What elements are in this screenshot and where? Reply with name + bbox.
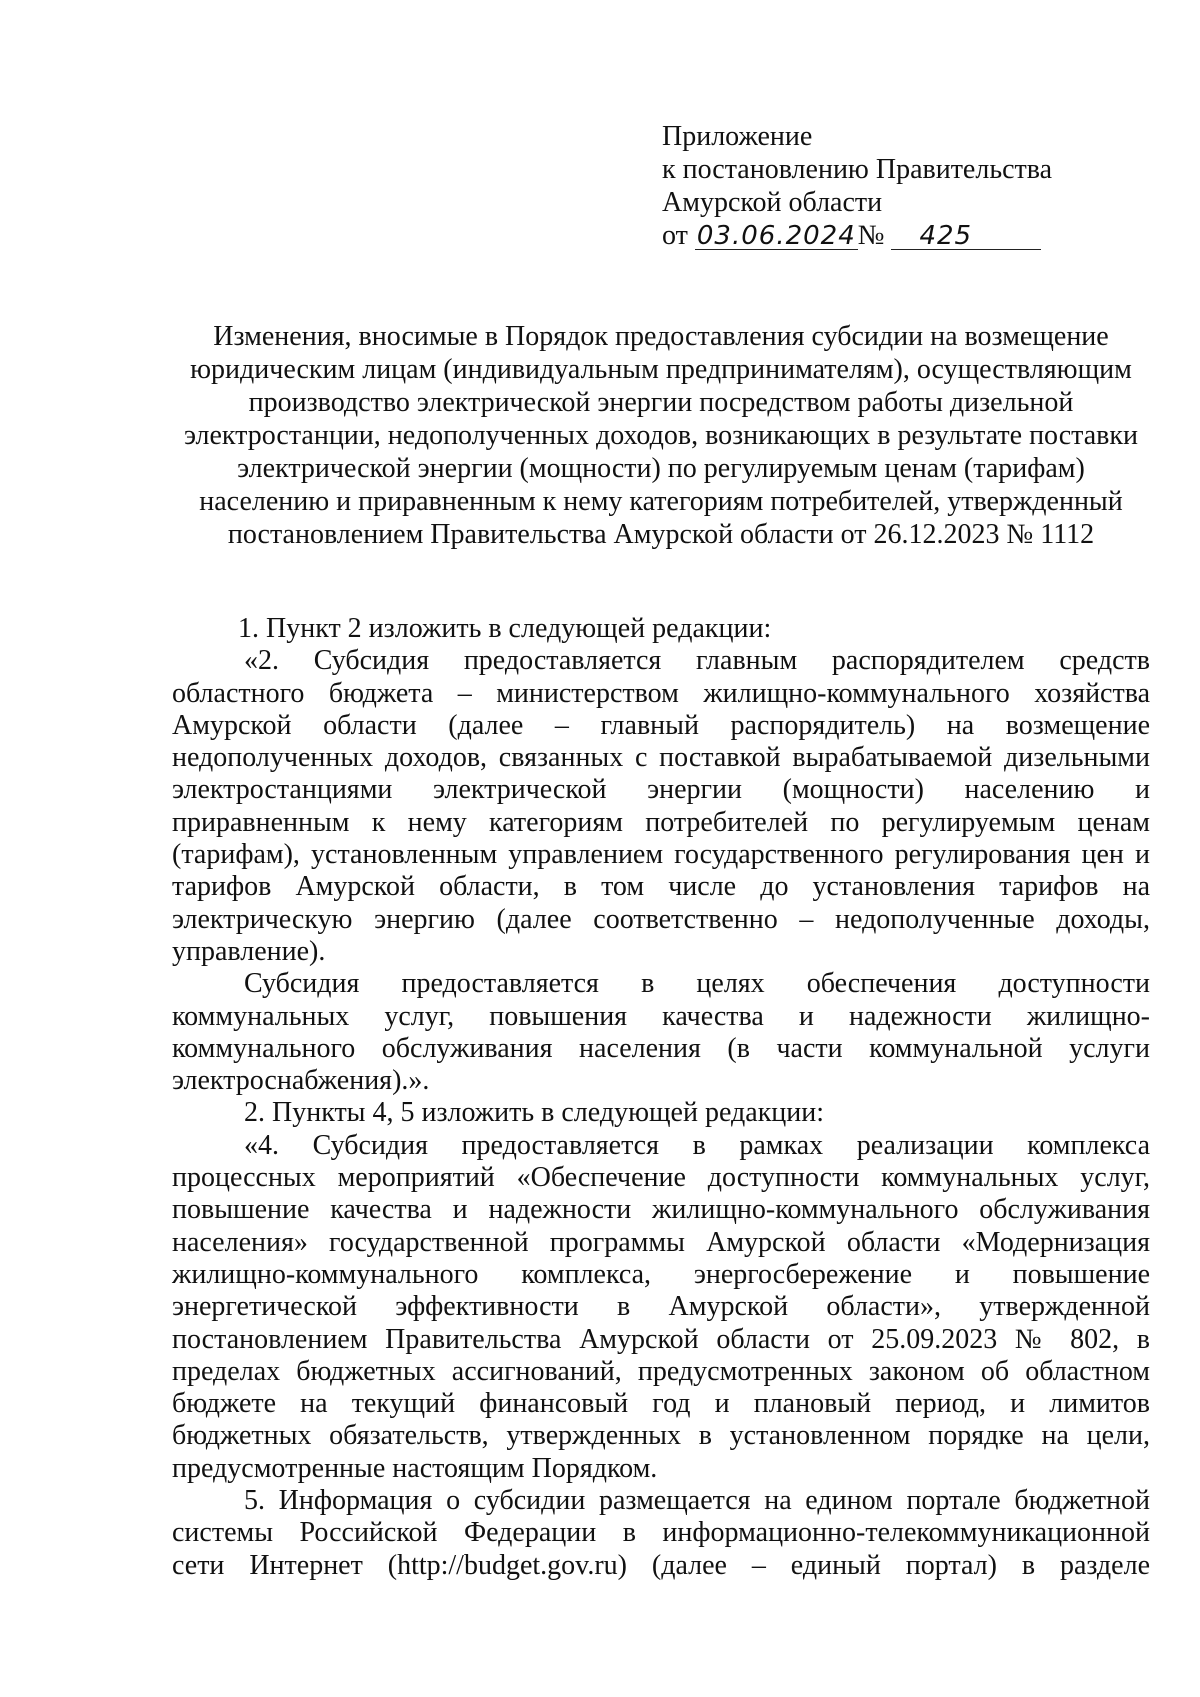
body-line: приравненным к нему категориям потребителей по регулируемым ценам (172, 806, 1150, 838)
body-line: повышение качества и надежности жилищно-коммунального обслуживания (172, 1194, 1150, 1226)
item-1-heading: 1. Пункт 2 изложить в следующей редакции: (238, 613, 772, 644)
body-line: бюджете на текущий финансовый год и плановый период, и лимитов (172, 1388, 1150, 1420)
body-line: управление). (172, 935, 326, 967)
date-prefix: от (662, 220, 688, 251)
document-body (172, 613, 1150, 1582)
date-number-row (662, 219, 1122, 255)
body-line: предусмотренные настоящим Порядком. (172, 1452, 658, 1484)
header-line-resolution: к постановлению Правительства (662, 154, 1053, 185)
body-line: пределах бюджетных ассигнований, предусмотренных законом об областном (172, 1355, 1150, 1387)
body-line: Амурской области (далее – главный распорядитель) на возмещение (172, 709, 1150, 741)
header-line-appendix: Приложение (662, 121, 813, 152)
document-title (166, 320, 1156, 551)
body-line: тарифов Амурской области, в том числе до установления тарифов на (172, 871, 1150, 903)
body-line: 5. Информация о субсидии размещается на едином портале бюджетной (244, 1485, 1150, 1517)
body-line: (тарифам), установленным управлением государственного регулирования цен и (172, 839, 1150, 871)
body-line: бюджетных обязательств, утвержденных в установленном порядке на цели, (172, 1420, 1150, 1452)
body-line: «2. Субсидия предоставляется главным распорядителем средств (244, 645, 1150, 677)
title-line: населению и приравненным к нему категориям потребителей, утвержденный (199, 486, 1123, 517)
body-line: населения» государственной программы Амурской области «Модернизация (172, 1226, 1150, 1258)
body-line: постановлением Правительства Амурской области от 25.09.2023 № 802, в (172, 1323, 1150, 1355)
title-line: электростанции, недополученных доходов, возникающих в результате поставки (183, 420, 1138, 451)
body-line: электроснабжения).». (172, 1065, 430, 1097)
number-field (891, 223, 1041, 250)
body-line: жилищно-коммунального комплекса, энергосбережение и повышение (172, 1258, 1150, 1290)
date-field (695, 223, 858, 250)
body-line: электрическую энергию (далее соответственно – недополученные доходы, (172, 903, 1150, 935)
body-line: системы Российской Федерации в информационно-телекоммуникационной (172, 1517, 1150, 1549)
body-line: процессных мероприятий «Обеспечение доступности коммунальных услуг, (172, 1162, 1150, 1194)
title-line: Изменения, вносимые в Порядок предоставления субсидии на возмещение (213, 321, 1109, 352)
number-sign: № (857, 220, 885, 251)
title-line: электрической энергии (мощности) по регулируемым ценам (тарифам) (237, 453, 1085, 484)
title-line: производство электрической энергии посредством работы дизельной (248, 387, 1074, 418)
body-line: Субсидия предоставляется в целях обеспечения доступности (244, 968, 1150, 1000)
body-line: «4. Субсидия предоставляется в рамках реализации комплекса (244, 1129, 1150, 1161)
body-line: энергетической эффективности в Амурской области», утвержденной (172, 1291, 1150, 1323)
body-line: недополученных доходов, связанных с поставкой вырабатываемой дизельными (172, 742, 1150, 774)
handwritten-date: 03.06.2024 (696, 221, 856, 251)
body-line: коммунальных услуг, повышения качества и надежности жилищно- (172, 1000, 1150, 1032)
title-line: юридическим лицам (индивидуальным предпринимателям), осуществляющим (190, 354, 1132, 385)
body-line: коммунального обслуживания населения (в части коммунальной услуги (172, 1032, 1150, 1064)
body-line: сети Интернет (http://budget.gov.ru) (далее – единый портал) в разделе (172, 1549, 1150, 1581)
header-line-region: Амурской области (662, 187, 883, 218)
item-2-heading: 2. Пункты 4, 5 изложить в следующей редакции: (244, 1097, 825, 1129)
body-line: областного бюджета – министерством жилищно-коммунального хозяйства (172, 677, 1150, 709)
title-line: постановлением Правительства Амурской области от 26.12.2023 № 1112 (227, 519, 1095, 550)
body-line: электростанциями электрической энергии (мощности) населению и (172, 774, 1150, 806)
handwritten-number: 425 (919, 221, 973, 251)
appendix-header (662, 120, 1122, 255)
